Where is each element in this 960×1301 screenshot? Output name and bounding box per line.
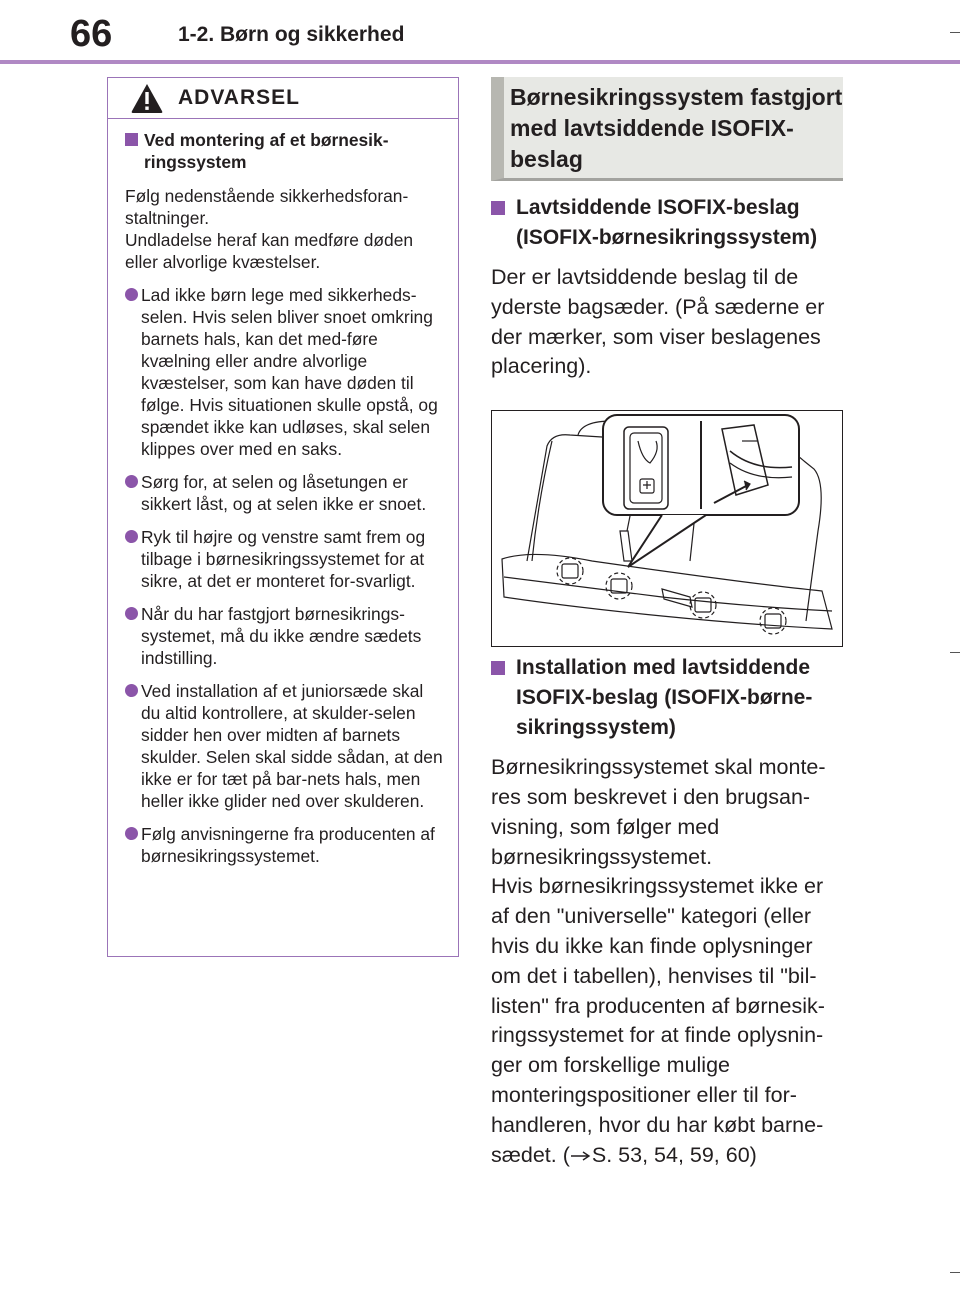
warning-header [108, 78, 458, 119]
subheading-installation [491, 653, 843, 743]
warning-bullet [125, 823, 444, 867]
anchor-marker [557, 558, 786, 634]
paragraph-anchors: Der er lavtsiddende beslag til de yderste bagsæder. (På sæderne er der mærker, som viser beslagenes placering). [491, 265, 825, 379]
square-bullet-icon [491, 661, 505, 675]
round-bullet-icon [125, 684, 138, 697]
cushion-seam [504, 577, 832, 611]
anchor-marker-inner [562, 564, 781, 628]
crop-mark [950, 652, 960, 653]
crop-mark [950, 1272, 960, 1273]
warning-bullet [125, 603, 444, 669]
section-heading: Børnesikringssystem fastgjort med lavtsiddende ISOFIX-beslag [491, 77, 843, 181]
warning-subhead [125, 129, 444, 173]
warning-bullet [125, 471, 444, 515]
section-title: 1-2. Børn og sikkerhed [178, 23, 405, 46]
warning-bullet-text: Sørg for, at selen og låsetungen er sikkert låst, og at selen ikke er snoet. [141, 472, 427, 514]
warning-bullet [125, 680, 444, 812]
warning-intro: Følg nedenstående sikkerhedsforan-staltninger. Undladelse heraf kan medføre døden eller alvorlige kvæstelser. [125, 186, 414, 272]
page-reference: S. 53, 54, 59, 60) [591, 1142, 757, 1167]
round-bullet-icon [125, 475, 138, 488]
warning-bullet-text: Følg anvisningerne fra producenten af børnesikringssystemet. [141, 824, 435, 866]
right-column [491, 77, 843, 1170]
warning-bullet-text: Når du har fastgjort børnesikrings-systemet, må du ikke ændre sædets indstilling. [141, 604, 422, 668]
callout-pointer [628, 515, 706, 567]
warning-bullet-text: Ryk til højre og venstre samt frem og tilbage i børnesikringssystemet for at sikre, at det er monteret for-svarligt. [141, 527, 426, 591]
seat-back-left-edge [532, 441, 552, 561]
subheading-text: Lavtsiddende ISOFIX-beslag (ISOFIX-børnesikringssystem) [516, 196, 818, 249]
warning-triangle-icon [130, 82, 164, 114]
square-bullet-icon [491, 201, 505, 215]
square-bullet-icon [125, 133, 138, 146]
round-bullet-icon [125, 827, 138, 840]
isofix-illustration [491, 410, 843, 647]
warning-bullet [125, 526, 444, 592]
paragraph-installation-text: Børnesikringssystemet skal monte-res som beskrevet i den brugsan-visning, som følger med børnesikringssystemet. Hvis børnesikringssystemet ikke er af den "universelle" kategori (eller hvis du ikke kan finde oplysninger om det i tabellen), henvises til "bil-listen" fra producenten af børnesik-ringssystemet for at finde oplysnin-ger om forskellige mulige monteringspositioner eller til for-handleren, hvor du har købt barne-sædet. ( [491, 755, 826, 1167]
warning-bullet-text: Ved installation af et juniorsæde skal du altid kontrollere, at skulder-selen sidder hen over midten af barnets skulder. Selen skal sidde sådan, at den ikke er for tæt på bar-nets hals, men heller ikke glider ned over skulderen. [141, 681, 443, 811]
seat-belt-buckle [620, 531, 632, 561]
crop-mark [950, 32, 960, 33]
subheading-isofix-anchors [491, 193, 843, 253]
warning-bullet [125, 284, 444, 460]
round-bullet-icon [125, 530, 138, 543]
warning-subhead-text: Ved montering af et børnesik-ringssystem [144, 130, 389, 172]
round-bullet-icon [125, 288, 138, 301]
round-bullet-icon [125, 607, 138, 620]
subheading-text: Installation med lavtsiddende ISOFIX-beslag (ISOFIX-børne-sikringssystem) [516, 656, 813, 740]
warning-title: ADVARSEL [178, 86, 300, 109]
page-number: 66 [70, 13, 113, 55]
warning-box [107, 77, 459, 957]
warning-body [108, 119, 458, 867]
rear-seat-isofix-drawing [492, 411, 841, 645]
seat-cushion [502, 555, 832, 630]
arrow-reference-icon [570, 1150, 592, 1162]
header-rule [0, 60, 960, 64]
warning-bullet-text: Lad ikke børn lege med sikkerheds-selen. Hvis selen bliver snoet omkring barnets hals, kan det med-føre kvælning eller andre alvorlige kvæstelser, som kan have døden til følge. Hvis situationen skulle opstå, og spændet ikke kan udløses, skal selen klippes over med en saks. [141, 285, 438, 459]
paragraph-installation [491, 753, 843, 1170]
